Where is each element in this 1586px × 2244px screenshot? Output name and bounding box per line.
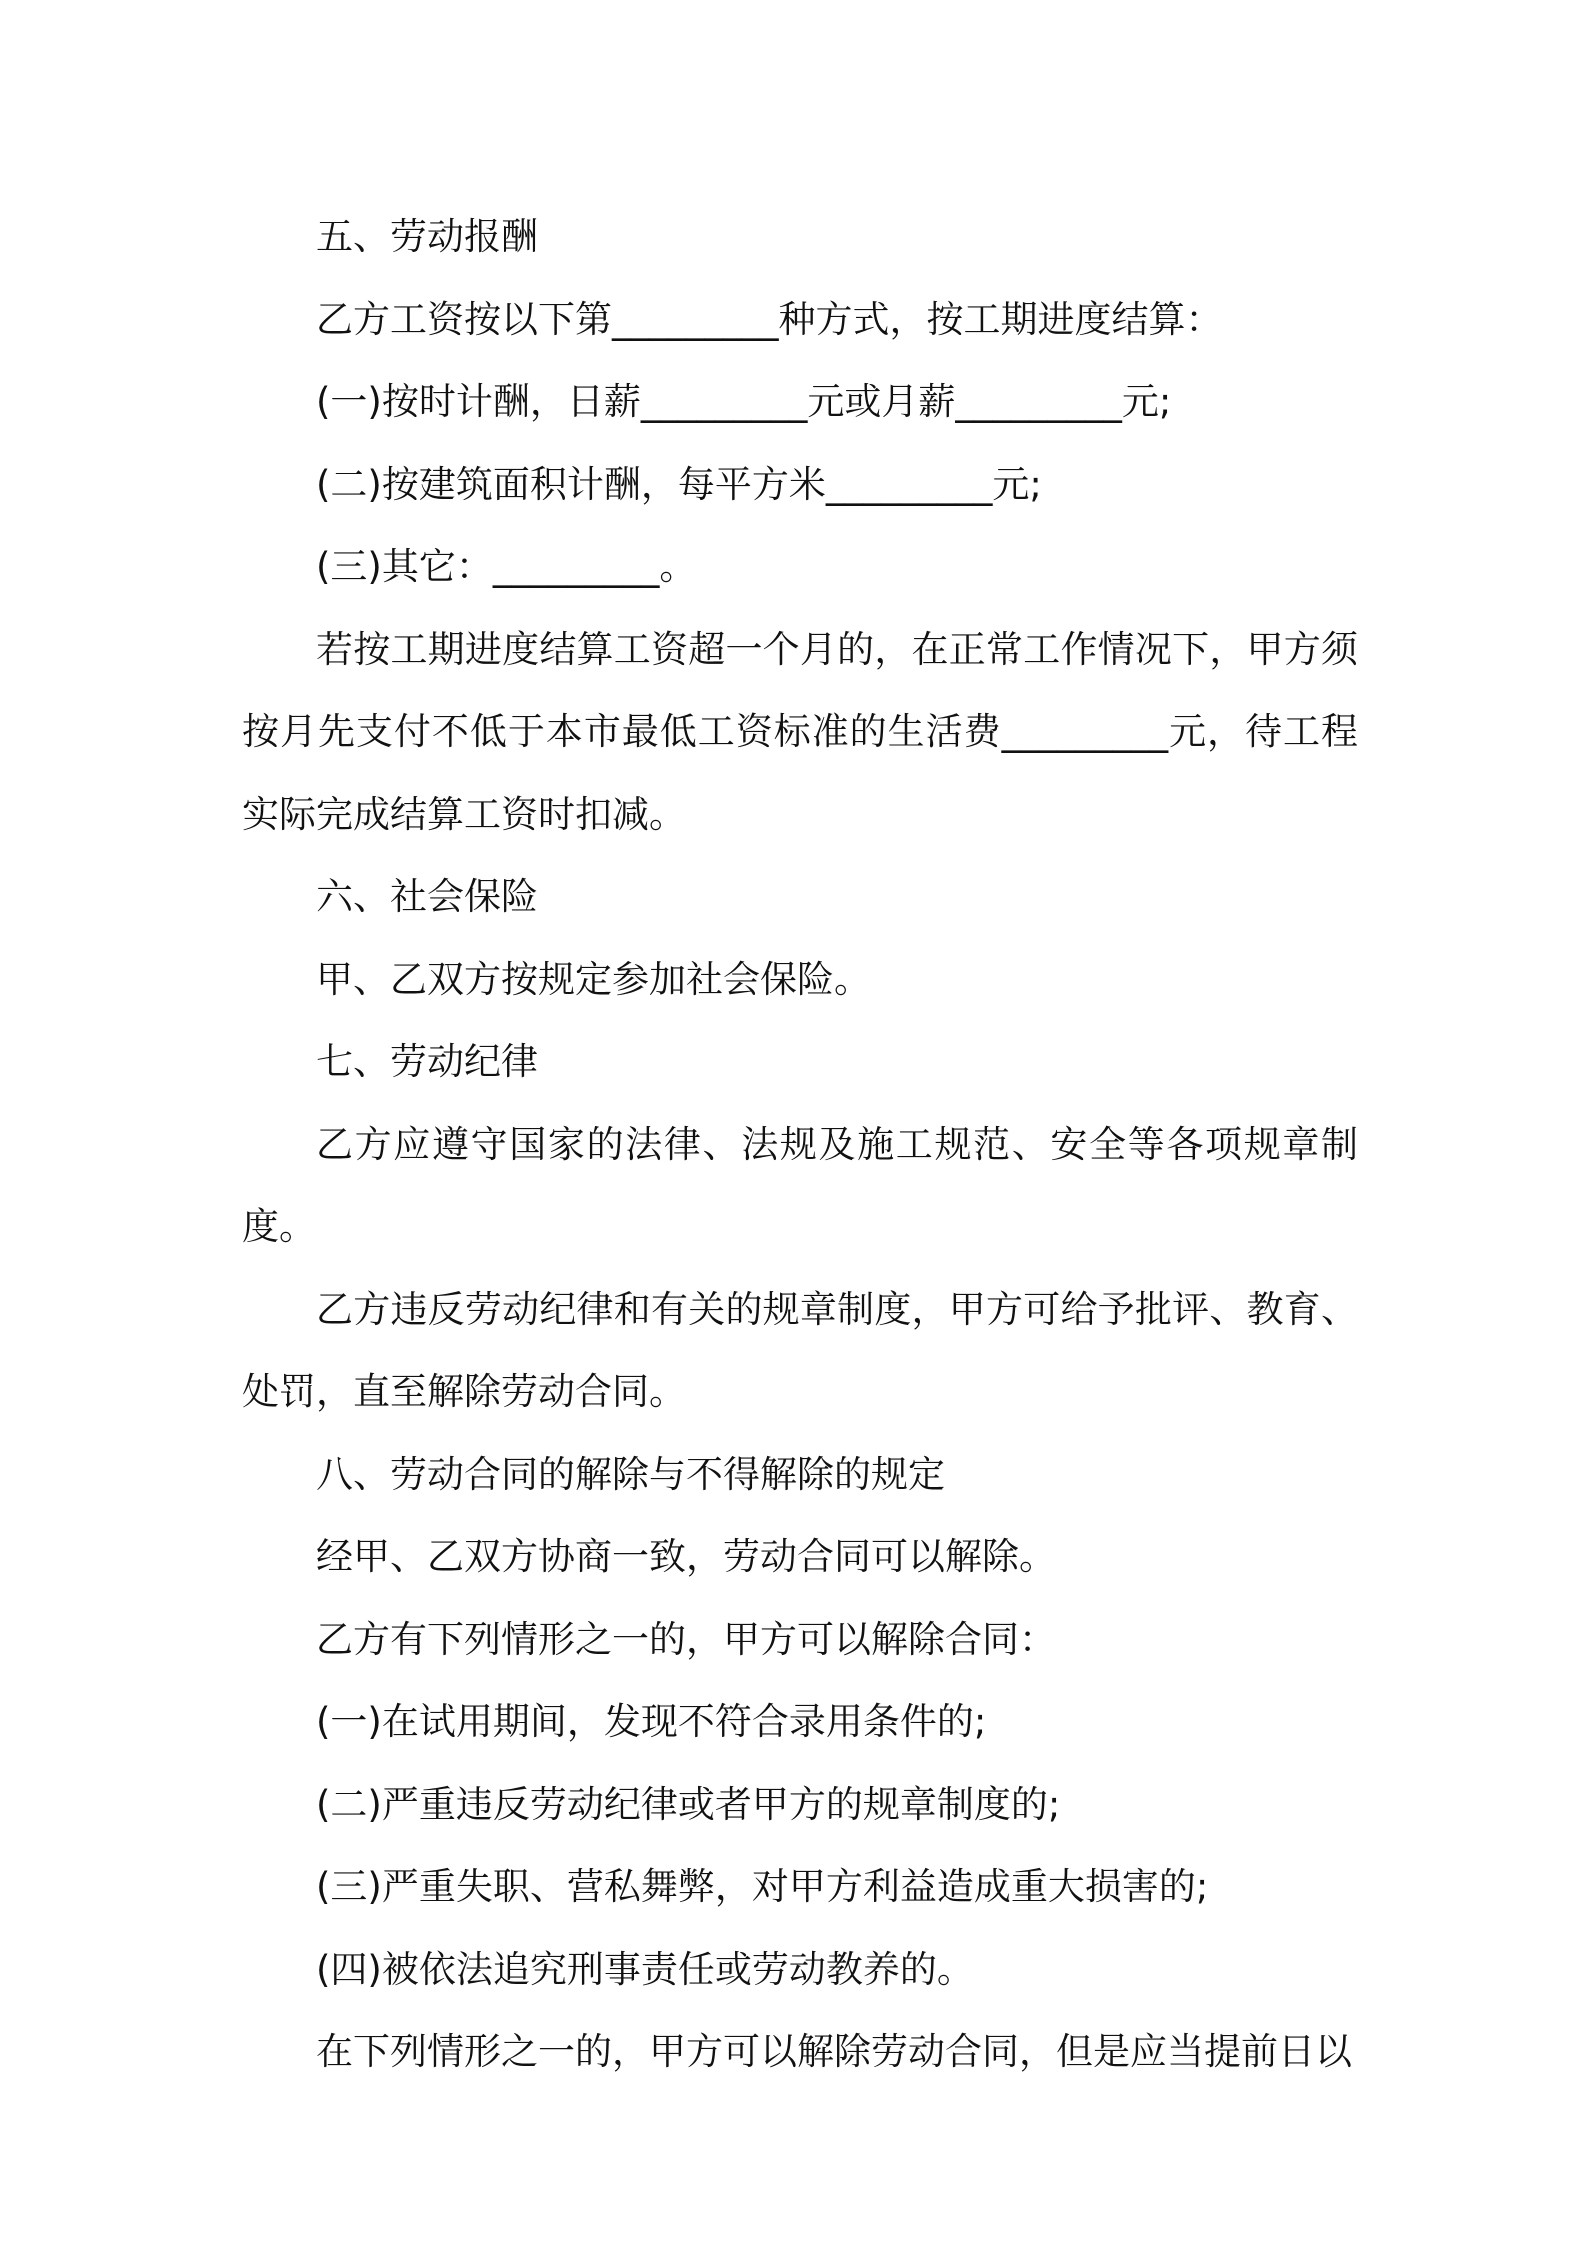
list-item-criminal-liability: (四)被依法追究刑事责任或劳动教养的。 bbox=[316, 1947, 974, 1991]
section-heading-termination: 八、劳动合同的解除与不得解除的规定 bbox=[316, 1452, 945, 1496]
paragraph-social-insurance: 甲、乙双方按规定参加社会保险。 bbox=[316, 957, 871, 1001]
paragraph-mutual-termination: 经甲、乙双方协商一致，劳动合同可以解除。 bbox=[316, 1535, 1056, 1578]
section-heading-remuneration: 五、劳动报酬 bbox=[316, 215, 538, 258]
paragraph-other-pay: (三)其它：_________。 bbox=[316, 545, 697, 588]
paragraph-time-pay: (一)按时计酬，日薪_________元或月薪_________元; bbox=[316, 380, 1172, 423]
paragraph-notice-termination: 在下列情形之一的，甲方可以解除劳动合同，但是应当提前日以 bbox=[316, 2030, 1352, 2073]
list-item-probation: (一)在试用期间，发现不符合录用条件的; bbox=[316, 1700, 987, 1743]
paragraph-termination-conditions: 乙方有下列情形之一的，甲方可以解除合同： bbox=[316, 1617, 1056, 1661]
section-heading-social-insurance: 六、社会保险 bbox=[316, 875, 538, 918]
paragraph-violation-penalty: 乙方违反劳动纪律和有关的规章制度，甲方可给予批评、教育、处罚，直至解除劳动合同。 bbox=[242, 1287, 1358, 1413]
paragraph-comply-rules: 乙方应遵守国家的法律、法规及施工规范、安全等各项规章制度。 bbox=[242, 1122, 1358, 1248]
section-heading-labor-discipline: 七、劳动纪律 bbox=[316, 1040, 538, 1083]
paragraph-area-pay: (二)按建筑面积计酬，每平方米_________元; bbox=[316, 462, 1042, 506]
list-item-serious-violation: (二)严重违反劳动纪律或者甲方的规章制度的; bbox=[316, 1782, 1061, 1826]
list-item-dereliction: (三)严重失职、营私舞弊，对甲方利益造成重大损害的; bbox=[316, 1865, 1209, 1908]
paragraph-wage-method: 乙方工资按以下第_________种方式，按工期进度结算： bbox=[316, 297, 1223, 341]
contract-body bbox=[242, 196, 1358, 2094]
paragraph-living-allowance: 若按工期进度结算工资超一个月的，在正常工作情况下，甲方须按月先支付不低于本市最低工资标准的生活费_________元，待工程实际完成结算工资时扣减。 bbox=[242, 627, 1358, 836]
